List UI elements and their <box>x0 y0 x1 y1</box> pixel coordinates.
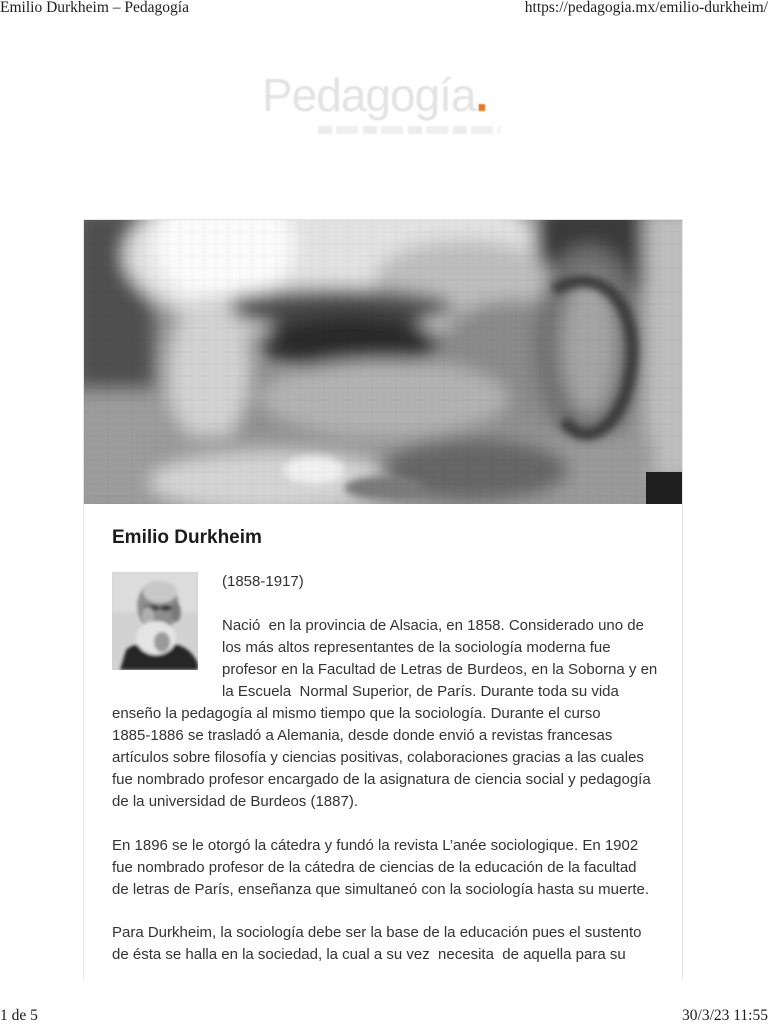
paragraph-line: de letras de París, enseñanza que simultaneó con la sociología hasta su muerte. <box>112 881 649 898</box>
print-header-url: https://pedagogia.mx/emilio-durkheim/ <box>524 0 768 16</box>
paragraph-line: de la universidad de Burdeos (1887). <box>112 793 358 810</box>
paragraph-line: enseño la pedagogía al mismo tiempo que la sociología. Durante el curso <box>112 705 601 722</box>
print-header-page-title: Emilio Durkheim – Pedagogía <box>0 0 189 16</box>
hero-image <box>84 220 683 504</box>
print-footer-page-counter: 1 de 5 <box>0 1007 38 1024</box>
print-footer-date: 30/3/23 11:55 <box>682 1007 768 1024</box>
site-logo-dot: . <box>475 69 488 121</box>
paragraph-line: fue nombrado profesor encargado de la asignatura de ciencia social y pedagogía <box>112 771 651 788</box>
article-dates: (1858-1917) <box>222 573 304 590</box>
paragraph-line: los más altos representantes de la sociología moderna fue <box>222 639 611 656</box>
site-logo-text: Pedagogía <box>262 69 476 121</box>
paragraph-line: 1885-1886 se trasladó a Alemania, desde donde envió a revistas francesas <box>112 727 613 744</box>
paragraph-line: Para Durkheim, la sociología debe ser la base de la educación pues el sustento <box>112 924 642 941</box>
paragraph-line: En 1896 se le otorgó la cátedra y fundó la revista L’anée sociologique. En 1902 <box>112 837 639 854</box>
paragraph-line: la Escuela Normal Superior, de París. Durante toda su vida <box>222 683 619 700</box>
paragraph-line: de ésta se halla en la sociedad, la cual a su vez necesita de aquella para su <box>112 946 626 963</box>
site-logo <box>262 70 512 142</box>
article-title: Emilio Durkheim <box>112 527 262 548</box>
paragraph-line: fue nombrado profesor de la cátedra de ciencias de la educación de la facultad <box>112 859 637 876</box>
paragraph-line: Nació en la provincia de Alsacia, en 1858. Considerado uno de <box>222 617 644 634</box>
article-paragraph-2 <box>112 835 672 901</box>
site-logo-tagline <box>318 126 500 134</box>
article-paragraph-3 <box>112 922 672 966</box>
site-logo-wordmark <box>262 70 487 120</box>
paragraph-line: artículos sobre filosofía y ciencias positivas, colaboraciones gracias a las cuales <box>112 749 644 766</box>
paragraph-line: profesor en la Facultad de Letras de Burdeos, en la Soborna y en <box>222 661 658 678</box>
article-paragraph-1 <box>112 615 672 813</box>
